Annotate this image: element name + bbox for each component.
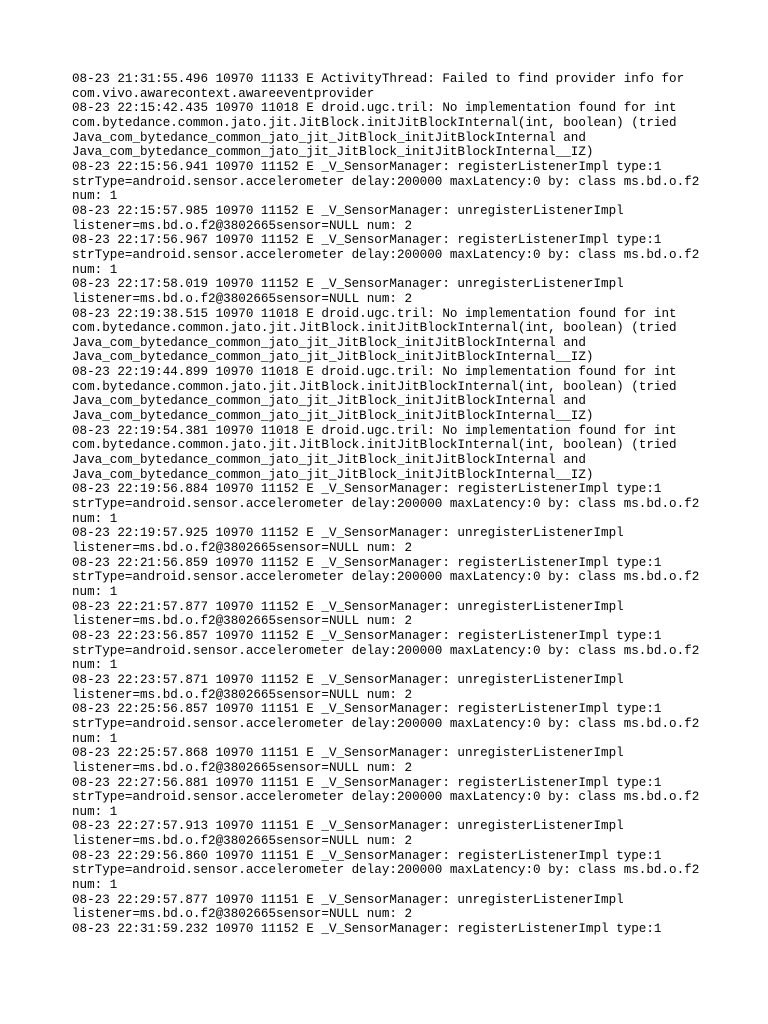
log-line: strType=android.sensor.accelerometer delay:200000 maxLatency:0 by: class ms.bd.o.f2: [72, 643, 700, 658]
log-line: 08-23 22:15:56.941 10970 11152 E _V_SensorManager: registerListenerImpl type:1: [72, 159, 662, 174]
log-line: com.vivo.awarecontext.awareeventprovider: [72, 86, 375, 101]
log-line: listener=ms.bd.o.f2@3802665sensor=NULL num: 2: [72, 907, 413, 922]
log-line: 08-23 22:29:56.860 10970 11151 E _V_SensorManager: registerListenerImpl type:1: [72, 848, 662, 863]
log-line: strType=android.sensor.accelerometer delay:200000 maxLatency:0 by: class ms.bd.o.f2: [72, 174, 700, 189]
log-line: Java_com_bytedance_common_jato_jit_JitBlock_initJitBlockInternal__IZ): [72, 350, 594, 365]
log-line: 08-23 22:15:57.985 10970 11152 E _V_SensorManager: unregisterListenerImpl: [72, 203, 624, 218]
log-line: num: 1: [72, 511, 118, 526]
log-line: strType=android.sensor.accelerometer delay:200000 maxLatency:0 by: class ms.bd.o.f2: [72, 716, 700, 731]
log-line: Java_com_bytedance_common_jato_jit_JitBlock_initJitBlockInternal and: [72, 335, 586, 350]
log-line: Java_com_bytedance_common_jato_jit_JitBlock_initJitBlockInternal__IZ): [72, 409, 594, 424]
log-line: com.bytedance.common.jato.jit.JitBlock.initJitBlockInternal(int, boolean) (tried: [72, 379, 677, 394]
log-line: num: 1: [72, 584, 118, 599]
log-line: 08-23 22:17:56.967 10970 11152 E _V_SensorManager: registerListenerImpl type:1: [72, 233, 662, 248]
log-line: 08-23 22:15:42.435 10970 11018 E droid.ugc.tril: No implementation found for int: [72, 101, 677, 116]
log-line: num: 1: [72, 189, 118, 204]
log-document: [72, 72, 712, 937]
log-line: listener=ms.bd.o.f2@3802665sensor=NULL num: 2: [72, 834, 413, 849]
log-line: 08-23 22:17:58.019 10970 11152 E _V_SensorManager: unregisterListenerImpl: [72, 277, 624, 292]
log-line: strType=android.sensor.accelerometer delay:200000 maxLatency:0 by: class ms.bd.o.f2: [72, 497, 700, 512]
log-line: 08-23 22:23:56.857 10970 11152 E _V_SensorManager: registerListenerImpl type:1: [72, 628, 662, 643]
log-line: 08-23 22:27:56.881 10970 11151 E _V_SensorManager: registerListenerImpl type:1: [72, 775, 662, 790]
log-line: listener=ms.bd.o.f2@3802665sensor=NULL num: 2: [72, 760, 413, 775]
log-line: strType=android.sensor.accelerometer delay:200000 maxLatency:0 by: class ms.bd.o.f2: [72, 570, 700, 585]
log-line: 08-23 22:19:44.899 10970 11018 E droid.ugc.tril: No implementation found for int: [72, 365, 677, 380]
log-line: num: 1: [72, 878, 118, 893]
log-line: num: 1: [72, 262, 118, 277]
log-line: Java_com_bytedance_common_jato_jit_JitBlock_initJitBlockInternal__IZ): [72, 467, 594, 482]
log-line: 08-23 22:19:57.925 10970 11152 E _V_SensorManager: unregisterListenerImpl: [72, 526, 624, 541]
log-line: 08-23 22:21:56.859 10970 11152 E _V_SensorManager: registerListenerImpl type:1: [72, 555, 662, 570]
log-line: 08-23 22:21:57.877 10970 11152 E _V_SensorManager: unregisterListenerImpl: [72, 599, 624, 614]
log-line: Java_com_bytedance_common_jato_jit_JitBlock_initJitBlockInternal and: [72, 394, 586, 409]
log-line: listener=ms.bd.o.f2@3802665sensor=NULL num: 2: [72, 687, 413, 702]
log-line: com.bytedance.common.jato.jit.JitBlock.initJitBlockInternal(int, boolean) (tried: [72, 321, 677, 336]
log-line: 08-23 22:19:38.515 10970 11018 E droid.ugc.tril: No implementation found for int: [72, 306, 677, 321]
log-line: listener=ms.bd.o.f2@3802665sensor=NULL num: 2: [72, 614, 413, 629]
log-line: listener=ms.bd.o.f2@3802665sensor=NULL num: 2: [72, 218, 413, 233]
log-line: 08-23 22:19:56.884 10970 11152 E _V_SensorManager: registerListenerImpl type:1: [72, 482, 662, 497]
log-line: 08-23 22:31:59.232 10970 11152 E _V_SensorManager: registerListenerImpl type:1: [72, 922, 662, 937]
log-line: listener=ms.bd.o.f2@3802665sensor=NULL num: 2: [72, 291, 413, 306]
log-line: 08-23 21:31:55.496 10970 11133 E ActivityThread: Failed to find provider info for: [72, 72, 685, 86]
log-line: num: 1: [72, 731, 118, 746]
log-line: 08-23 22:19:54.381 10970 11018 E droid.ugc.tril: No implementation found for int: [72, 423, 677, 438]
log-line: com.bytedance.common.jato.jit.JitBlock.initJitBlockInternal(int, boolean) (tried: [72, 115, 677, 130]
log-line: com.bytedance.common.jato.jit.JitBlock.initJitBlockInternal(int, boolean) (tried: [72, 438, 677, 453]
log-line: strType=android.sensor.accelerometer delay:200000 maxLatency:0 by: class ms.bd.o.f2: [72, 863, 700, 878]
log-line: listener=ms.bd.o.f2@3802665sensor=NULL num: 2: [72, 541, 413, 555]
log-line: num: 1: [72, 658, 118, 673]
log-line: num: 1: [72, 804, 118, 819]
log-line: strType=android.sensor.accelerometer delay:200000 maxLatency:0 by: class ms.bd.o.f2: [72, 247, 700, 262]
log-line: Java_com_bytedance_common_jato_jit_JitBlock_initJitBlockInternal__IZ): [72, 145, 594, 160]
log-line: Java_com_bytedance_common_jato_jit_JitBlock_initJitBlockInternal and: [72, 130, 586, 145]
log-line: 08-23 22:29:57.877 10970 11151 E _V_SensorManager: unregisterListenerImpl: [72, 892, 624, 907]
log-line: 08-23 22:27:57.913 10970 11151 E _V_SensorManager: unregisterListenerImpl: [72, 819, 624, 834]
log-line: 08-23 22:23:57.871 10970 11152 E _V_SensorManager: unregisterListenerImpl: [72, 672, 624, 687]
log-line: 08-23 22:25:57.868 10970 11151 E _V_SensorManager: unregisterListenerImpl: [72, 746, 624, 761]
log-line: 08-23 22:25:56.857 10970 11151 E _V_SensorManager: registerListenerImpl type:1: [72, 702, 662, 717]
log-line: Java_com_bytedance_common_jato_jit_JitBlock_initJitBlockInternal and: [72, 453, 586, 468]
log-line: strType=android.sensor.accelerometer delay:200000 maxLatency:0 by: class ms.bd.o.f2: [72, 790, 700, 805]
